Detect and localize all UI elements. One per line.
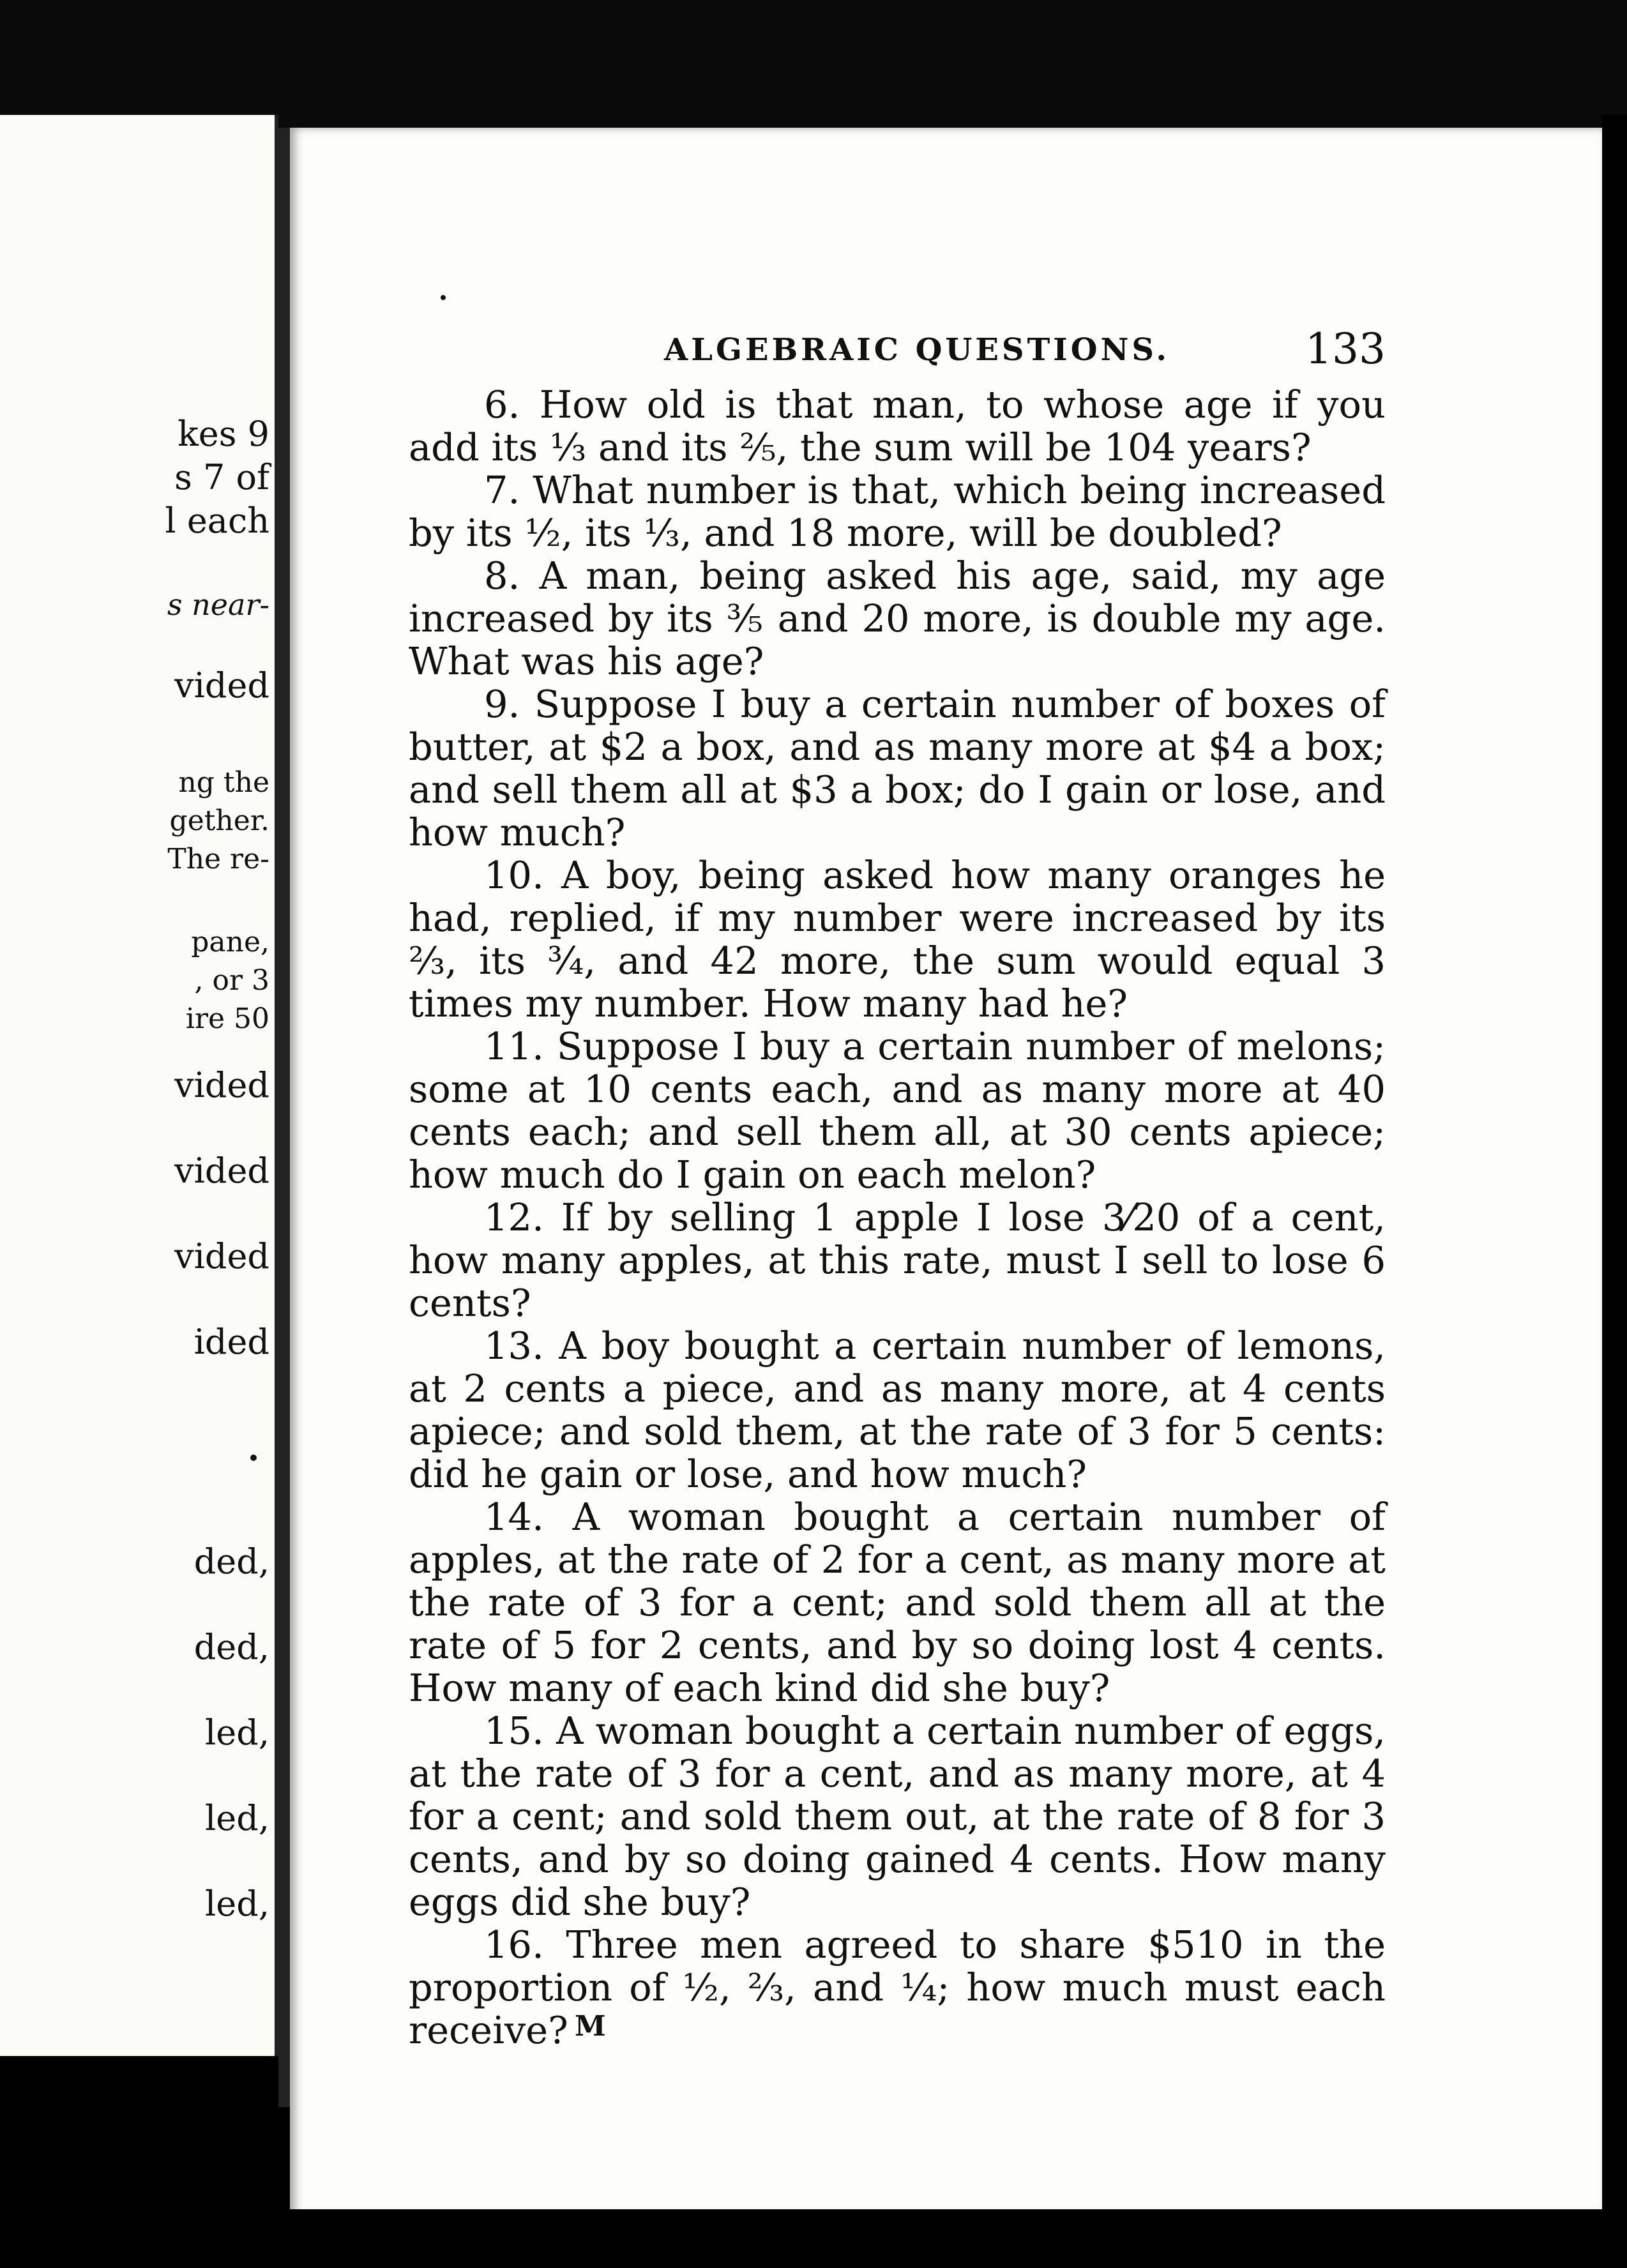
- problem-item: [409, 1025, 1386, 1196]
- problem-text: A woman bought a certain number of apples, at the rate of 2 for a cent, as many more at the rate of 3 for a cent; and sold them all at the rate of 5 for 2 cents, and by so doing lost 4 cents. How many of each kind did she buy?: [409, 1495, 1386, 1710]
- problem-number: 8.: [484, 554, 520, 598]
- problem-item: [409, 469, 1386, 554]
- problem-item: [409, 1923, 1386, 2052]
- page-number: 133: [1305, 324, 1386, 374]
- problem-text: If by selling 1 apple I lose 3⁄20 of a cent, how many apples, at this rate, must I sell to lose 6 cents?: [409, 1195, 1386, 1325]
- scan-border-bottom: [0, 2209, 1627, 2268]
- left-fragment: led,: [205, 1884, 269, 1924]
- problem-item: [409, 383, 1386, 469]
- ink-speck: [441, 295, 446, 300]
- left-fragment: gether.: [169, 805, 269, 837]
- problem-number: 6.: [484, 382, 520, 427]
- left-fragment: l each: [165, 501, 269, 541]
- left-fragment: s 7 of: [174, 457, 269, 497]
- left-fragment: led,: [205, 1798, 269, 1838]
- problem-item: [409, 1196, 1386, 1324]
- left-fragment: ded,: [193, 1541, 269, 1582]
- problem-item: [409, 1709, 1386, 1923]
- left-fragment: vided: [174, 665, 269, 706]
- scan-border-right: [1602, 115, 1627, 2268]
- problem-number: 14.: [484, 1495, 544, 1539]
- problem-number: 16.: [484, 1923, 544, 1967]
- left-fragment: ided: [193, 1322, 269, 1362]
- book-gutter: [278, 128, 290, 2107]
- left-fragment: vided: [174, 1236, 269, 1276]
- problem-text: Suppose I buy a certain number of melons; some at 10 cents each, and as many more at 40 cents each; and sell them all, at 30 cents apiece; how much do I gain on each melon?: [409, 1024, 1386, 1197]
- problem-number: 11.: [484, 1024, 544, 1068]
- left-fragment: The re-: [167, 843, 269, 875]
- problem-text: Suppose I buy a certain number of boxes of butter, at $2 a box, and as many more at $4 a box; and sell them all at $3 a box; do I gain or lose, and how much?: [409, 682, 1386, 854]
- left-fragment: vided: [174, 1151, 269, 1191]
- left-fragment: vided: [174, 1065, 269, 1105]
- left-page-edge: [0, 115, 278, 2056]
- problem-text: A boy, being asked how many oranges he had, replied, if my number were increased by its ⅔, its ¾, and 42 more, the sum would equal 3 times my number. How many had he?: [409, 853, 1386, 1025]
- problem-text: A woman bought a certain number of eggs, at the rate of 3 for a cent, and as many more, at 4 for a cent; and sold them out, at the rate of 8 for 3 cents, and by so doing gained 4 cents. How many eggs did she buy?: [409, 1709, 1386, 1924]
- problem-item: [409, 1324, 1386, 1495]
- left-fragment: , or 3: [194, 964, 269, 997]
- left-fragment: ded,: [193, 1627, 269, 1667]
- problem-item: [409, 1495, 1386, 1709]
- left-fragment: ire 50: [185, 1002, 269, 1035]
- left-fragment: pane,: [191, 926, 269, 958]
- problem-item: [409, 683, 1386, 854]
- problem-number: 9.: [484, 682, 520, 726]
- left-fragment: led,: [205, 1712, 269, 1753]
- ink-speck: [250, 1455, 257, 1461]
- page-header: [664, 319, 1386, 389]
- left-fragment: kes 9: [178, 414, 269, 454]
- problem-text: What number is that, which being increased by its ½, its ⅓, and 18 more, will be doubled?: [409, 468, 1386, 555]
- problem-text: A man, being asked his age, said, my age increased by its ⅗ and 20 more, is double my age. What was his age?: [409, 554, 1386, 683]
- problem-text: How old is that man, to whose age if you add its ⅓ and its ⅖, the sum will be 104 years?: [409, 382, 1386, 469]
- problem-number: 10.: [484, 853, 544, 897]
- problem-item: [409, 854, 1386, 1025]
- problem-text: Three men agreed to share $510 in the proportion of ½, ⅔, and ¼; how much must each receive?: [409, 1923, 1386, 2052]
- left-fragment: ng the: [178, 766, 269, 799]
- problem-number: 12.: [484, 1195, 544, 1239]
- problem-number: 15.: [484, 1709, 544, 1753]
- left-fragment: s near-: [167, 587, 269, 622]
- problem-list: [409, 383, 1386, 2052]
- problem-text: A boy bought a certain number of lemons, at 2 cents a piece, and as many more, at 4 cents apiece; and sold them, at the rate of 3 for 5 cents: did he gain or lose, and how much?: [409, 1324, 1386, 1496]
- problem-item: [409, 554, 1386, 683]
- problem-number: 7.: [484, 468, 520, 512]
- signature-mark: M: [575, 2010, 606, 2043]
- running-head: ALGEBRAIC QUESTIONS.: [664, 332, 1170, 368]
- problem-number: 13.: [484, 1324, 544, 1368]
